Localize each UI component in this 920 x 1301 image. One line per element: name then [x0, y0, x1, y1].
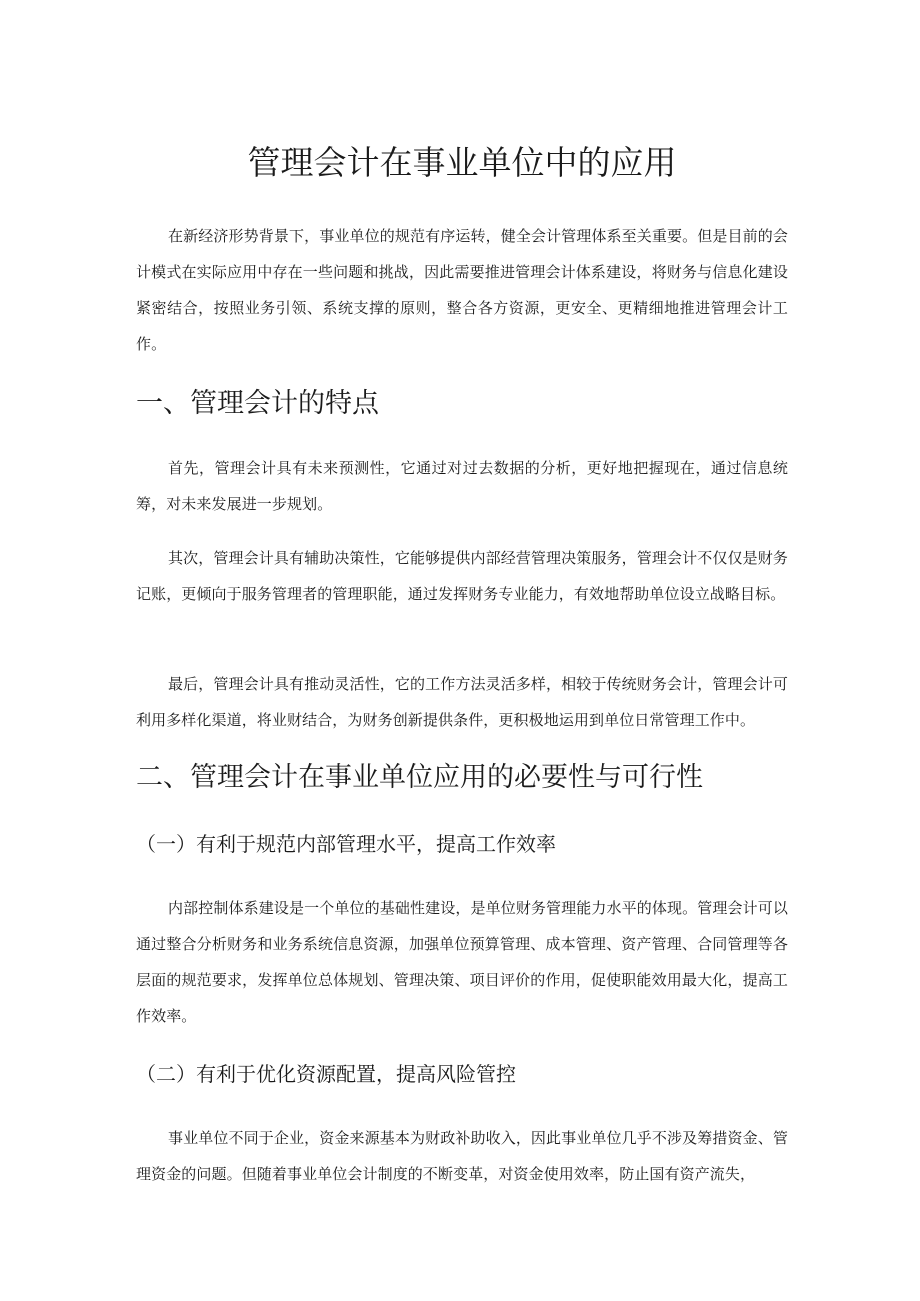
section-2-heading: 二、管理会计在事业单位应用的必要性与可行性 [136, 762, 703, 793]
section-1-paragraph-2: 其次，管理会计具有辅助决策性，它能够提供内部经营管理决策服务，管理会计不仅仅是财务记账，更倾向于服务管理者的管理职能，通过发挥财务专业能力，有效地帮助单位设立战略目标。 [136, 549, 788, 603]
section-2-2-heading: （二）有利于优化资源配置，提高风险管控 [136, 1062, 516, 1086]
document-title: 管理会计在事业单位中的应用 [247, 143, 677, 182]
section-1-paragraph-3: 最后，管理会计具有推动灵活性，它的工作方法灵活多样，相较于传统财务会计，管理会计可利用多样化渠道，将业财结合，为财务创新提供条件，更积极地运用到单位日常管理工作中。 [136, 675, 788, 729]
section-1-paragraph-1: 首先，管理会计具有未来预测性，它通过对过去数据的分析，更好地把握现在，通过信息统筹，对未来发展进一步规划。 [136, 459, 788, 513]
intro-paragraph: 在新经济形势背景下，事业单位的规范有序运转，健全会计管理体系至关重要。但是目前的会计模式在实际应用中存在一些问题和挑战，因此需要推进管理会计体系建设，将财务与信息化建设紧密结合，按照业务引领、系统支撑的原则，整合各方资源，更安全、更精细地推进管理会计工作。 [136, 227, 788, 353]
section-1-heading: 一、管理会计的特点 [136, 388, 379, 419]
section-2-1-paragraph: 内部控制体系建设是一个单位的基础性建设，是单位财务管理能力水平的体现。管理会计可以通过整合分析财务和业务系统信息资源，加强单位预算管理、成本管理、资产管理、合同管理等各层面的规范要求，发挥单位总体规划、管理决策、项目评价的作用，促使职能效用最大化，提高工作效率。 [136, 899, 788, 1025]
section-2-1-heading: （一）有利于规范内部管理水平，提高工作效率 [136, 832, 556, 856]
section-2-2-paragraph: 事业单位不同于企业，资金来源基本为财政补助收入，因此事业单位几乎不涉及筹措资金、管理资金的问题。但随着事业单位会计制度的不断变革，对资金使用效率，防止国有资产流失， [136, 1129, 788, 1183]
